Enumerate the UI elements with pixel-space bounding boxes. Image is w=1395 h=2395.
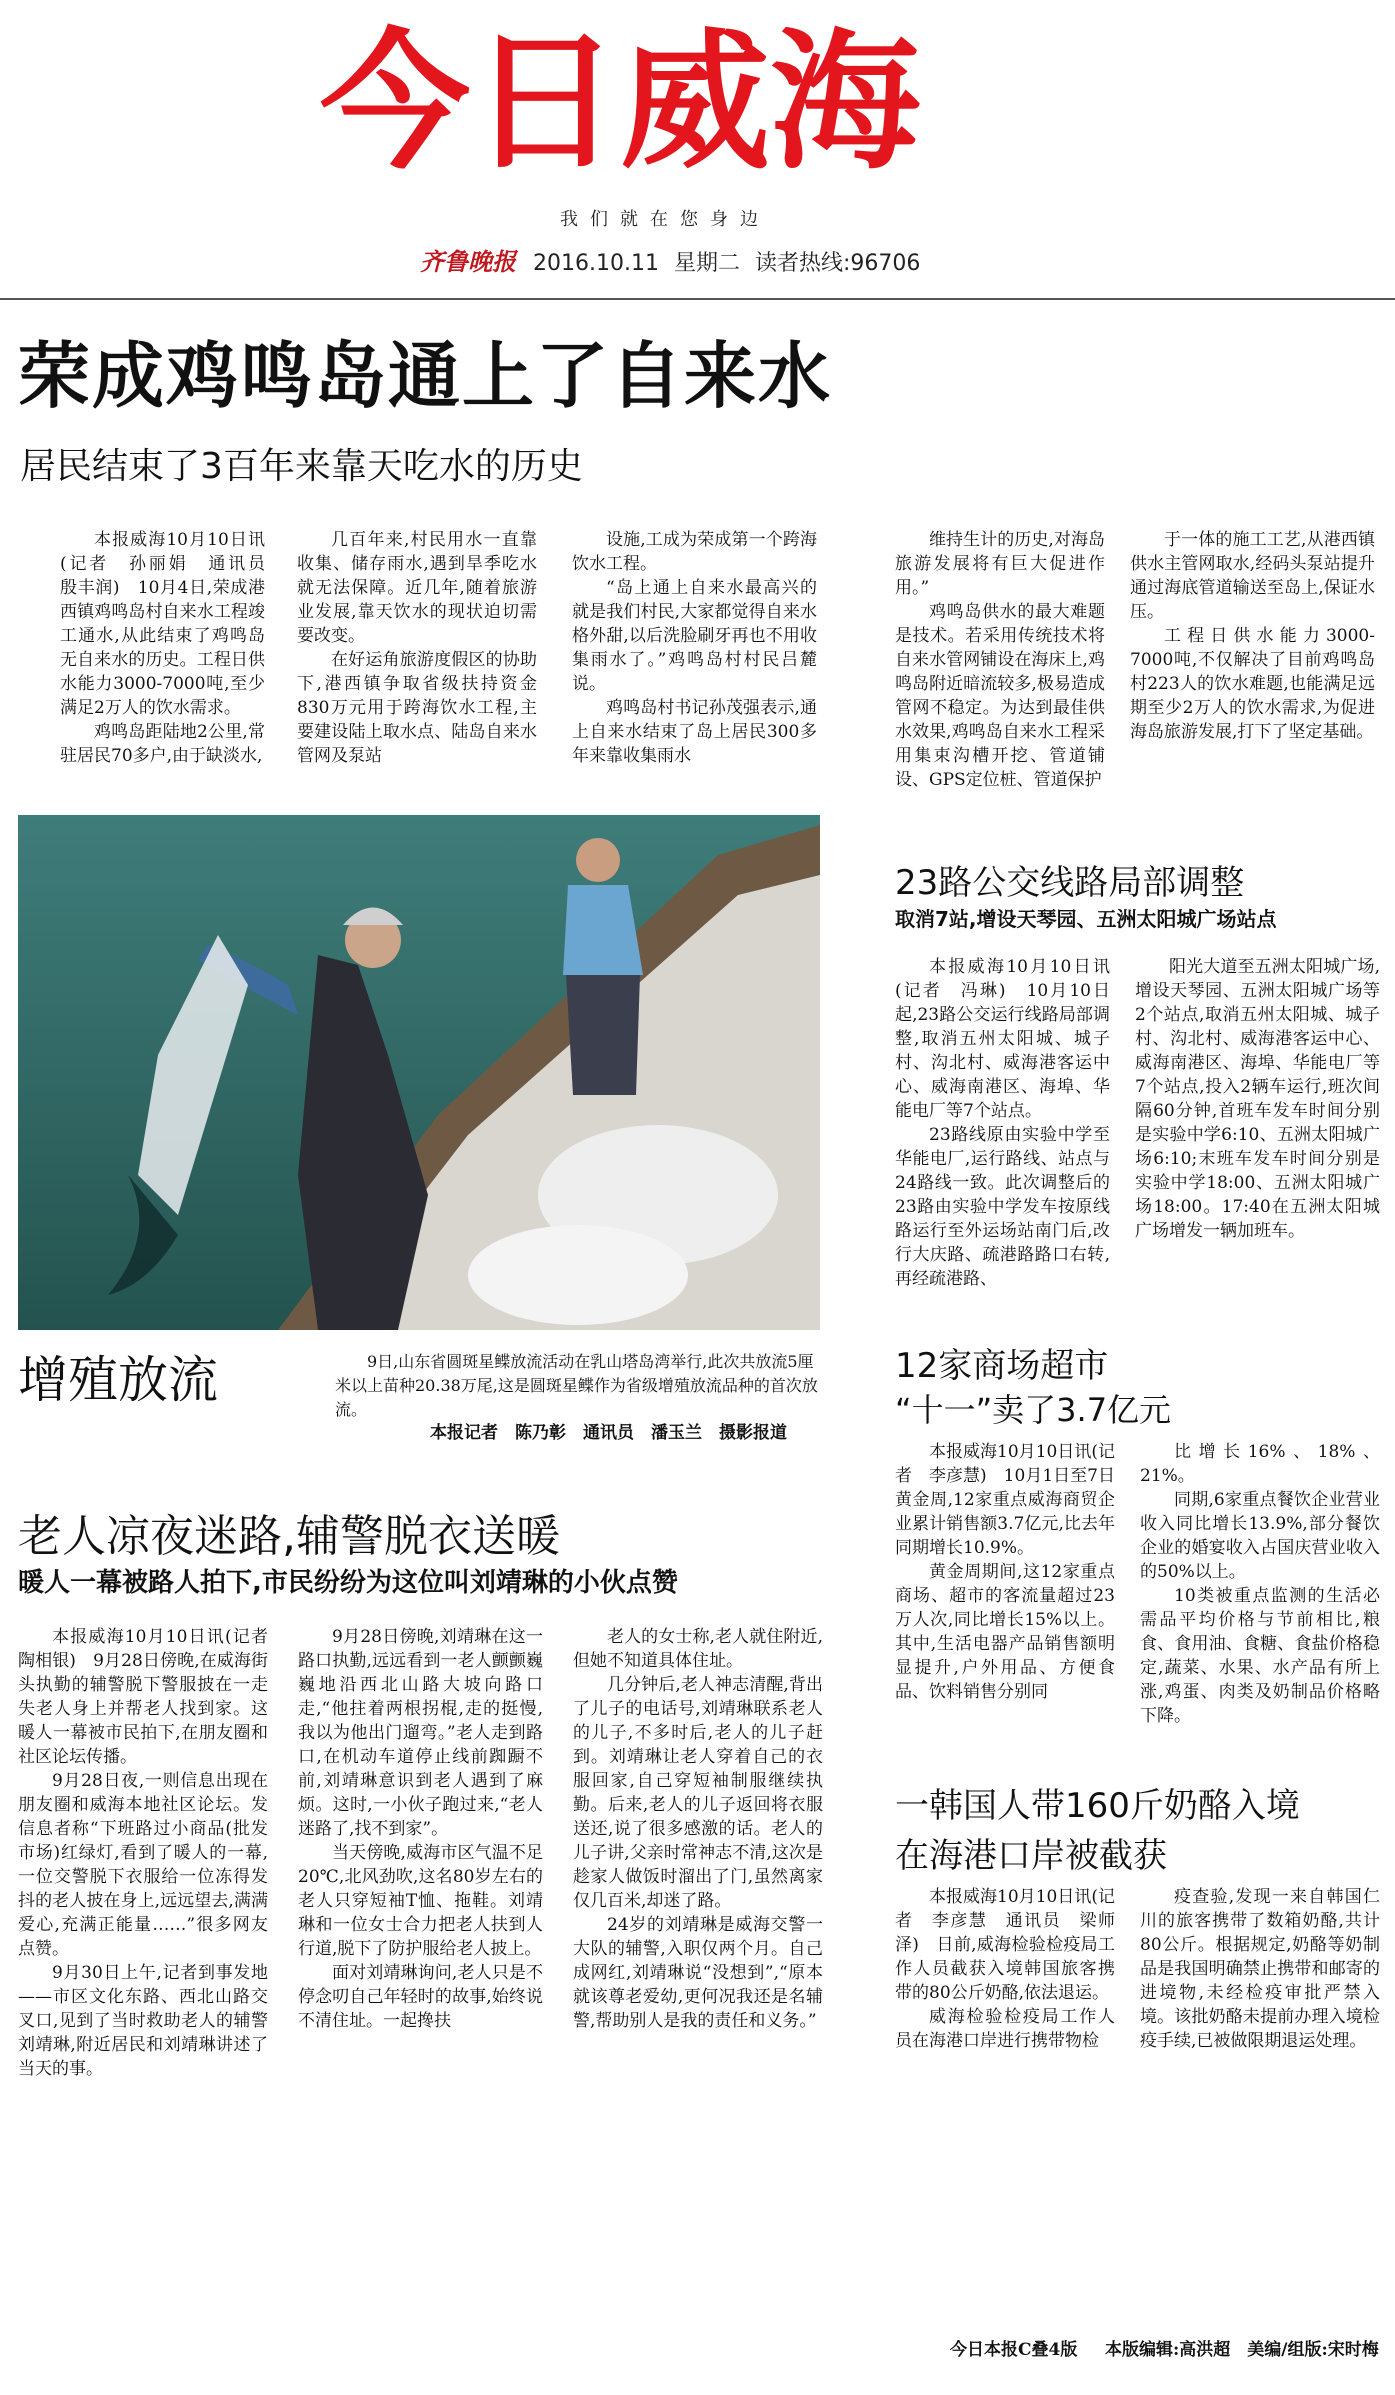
side1-column-2 [1135, 955, 1380, 1280]
story2-column-2 [298, 1625, 543, 2065]
side2-headline-line1: 12家商场超市 [895, 1346, 1109, 1386]
story2-column-3 [573, 1625, 823, 2065]
paragraph: 本报威海10月10日讯(记者 李彦慧 通讯员 梁师泽) 日前,威海检验检疫局工作人员截获入境韩国旅客携带的80公斤奶酪,依法退运。 [895, 1887, 1115, 2003]
paragraph: 本报威海10月10日讯(记者 孙丽娟 通讯员 殷丰润) 10月4日,荣成港西镇鸡鸣岛村自来水工程竣工通水,从此结束了鸡鸣岛无自来水的历史。工程日供水能力3000-7000吨,至少满足2万人的饮水需求。 [60, 530, 282, 718]
side3-headline-line2: 在海港口岸被截获 [895, 1836, 1167, 1876]
lead-subhead: 居民结束了3百年来靠天吃水的历史 [20, 446, 583, 487]
paragraph: 黄金周期间,这12家重点商场、超市的客流量超过23万人次,同比增长15%以上。其中,生活电器产品销售额明显提升,户外用品、方便食品、饮料销售分别同 [895, 1562, 1115, 1702]
paragraph: 老人的女士称,老人就住附近,但她不知道具体住址。 [573, 1627, 823, 1671]
story2-subhead: 暖人一幕被路人拍下,市民纷纷为这位叫刘靖琳的小伙点赞 [18, 1568, 678, 1598]
top-rule [0, 298, 1395, 300]
photo-caption: 9日,山东省圆斑星鲽放流活动在乳山塔岛湾举行,此次共放流5厘米以上苗种20.38万尾,这是圆斑星鲽作为省级增殖放流品种的首次放流。 [335, 1352, 818, 1419]
footer-section: 今日本报C叠4版 [950, 2340, 1078, 2360]
masthead [0, 0, 1395, 300]
paper-name: 齐鲁晚报 [420, 247, 516, 276]
paragraph: 9月28日傍晚,刘靖琳在这一路口执勤,远远看到一老人颤颤巍巍地沿西北山路大坡向路口走,“他拄着两根拐棍,走的挺慢,我以为他出门遛弯。”老人走到路口,在机动车道停止线前踟蹰不前,刘靖琳意识到老人遇到了麻烦。这时,一小伙子跑过来,“老人迷路了,找不到家”。 [298, 1627, 543, 1839]
paragraph: 本报威海10月10日讯(记者 冯琳) 10月10日起,23路公交运行线路局部调整,取消五州太阳城、城子村、沟北村、威海港客运中心、威海南港区、海埠、华能电厂等7个站点。 [895, 957, 1110, 1121]
newspaper-logo: 今日威海 [320, 16, 921, 190]
paragraph: 面对刘靖琳询问,老人只是不停念叨自己年轻时的故事,始终说不清住址。一起搀扶 [298, 1963, 543, 2031]
side1-headline: 23路公交线路局部调整 [895, 863, 1245, 903]
paragraph: 疫查验,发现一来自韩国仁川的旅客携带了数箱奶酪,共计80公斤。根据规定,奶酪等奶制品是我国明确禁止携带和邮寄的进境物,未经检疫审批严禁入境。该批奶酪未提前办理入境检疫手续,已被做限期退运处理。 [1140, 1887, 1380, 2051]
paragraph: 本报威海10月10日讯(记者 陶相银) 9月28日傍晚,在威海街头执勤的辅警脱下警服披在一走失老人身上并帮老人找到家。这暖人一幕被市民拍下,在朋友圈和社区论坛传播。 [18, 1627, 285, 1767]
paragraph: 几百年来,村民用水一直靠收集、储存雨水,遇到旱季吃水就无法保障。近几年,随着旅游业发展,靠天饮水的现状迫切需要改变。 [297, 530, 537, 646]
lead-column-1 [60, 528, 282, 766]
paragraph: 在好运角旅游度假区的协助下,港西镇争取省级扶持资金830万元用于跨海饮水工程,主要建设陆上取水点、陆岛自来水管网及泵站 [297, 650, 537, 766]
side3-column-2 [1140, 1885, 1380, 2095]
side2-column-1 [895, 1440, 1115, 1750]
story2-headline: 老人凉夜迷路,辅警脱衣送暖 [18, 1511, 560, 1562]
news-photo-fish-release [18, 815, 820, 1330]
issue-weekday: 星期二 [673, 251, 740, 276]
dateline [420, 242, 928, 277]
lead-headline: 荣成鸡鸣岛通上了自来水 [18, 334, 833, 418]
paragraph: 阳光大道至五洲太阳城广场,增设天琴园、五洲太阳城广场等2个站点,取消五州太阳城、城子村、沟北村、威海港客运中心、威海南港区、海埠、华能电厂等7个站点,投入2辆车运行,班次间隔60分钟,首班车发车时间分别是实验中学6:10、五洲太阳城广场6:10;末班车发车时间分别是实验中学18:00、五洲太阳城广场18:00。17:40在五洲太阳城广场增发一辆加班车。 [1135, 957, 1380, 1241]
lead-column-4 [895, 528, 1105, 790]
paragraph: 9月28日夜,一则信息出现在朋友圈和威海本地社区论坛。发信息者称“下班路过小商品(批发市场)红绿灯,看到了暖人的一幕,一位交警脱下衣服给一位冻得发抖的老人披在身上,远远望去,满满爱心,充满正能量……”很多网友点赞。 [18, 1771, 268, 1959]
hotline-label: 读者热线: [754, 251, 851, 276]
paragraph: 24岁的刘靖琳是威海交警一大队的辅警,入职仅两个月。自己成网红,刘靖琳说“没想到”,“原本就该尊老爱幼,更何况我还是名辅警,帮助别人是我的责任和义务。” [573, 1915, 823, 2031]
side1-subhead: 取消7站,增设天琴园、五洲太阳城广场站点 [895, 907, 1277, 931]
paragraph: 工程日供水能力3000-7000吨,不仅解决了目前鸡鸣岛村223人的饮水难题,也能满足远期至少2万人的饮水需求,为促进海岛旅游发展,打下了坚定基础。 [1130, 626, 1375, 742]
lead-column-5 [1130, 528, 1375, 763]
side3-column-1 [895, 1885, 1115, 2095]
side2-column-2 [1140, 1440, 1380, 1750]
paragraph: 鸡鸣岛距陆地2公里,常驻居民70多户,由于缺淡水, [60, 722, 265, 766]
paragraph: 鸡鸣岛供水的最大难题是技术。若采用传统技术将自来水管网铺设在海床上,鸡鸣岛附近暗流较多,极易造成管网不稳定。为达到最佳供水效果,鸡鸣岛自来水工程采用集束沟槽开挖、管道铺设、GPS定位桩、管道保护 [895, 602, 1105, 790]
story2-column-1 [18, 1625, 285, 2079]
issue-date: 2016.10.11 [533, 251, 659, 276]
paragraph: 鸡鸣岛村书记孙茂强表示,通上自来水结束了岛上居民300多年来靠收集雨水 [572, 698, 817, 766]
paragraph: “岛上通上自来水最高兴的就是我们村民,大家都觉得自来水格外甜,以后洗脸刷牙再也不用收集雨水了。”鸡鸣岛村村民吕麓说。 [572, 578, 817, 694]
paragraph: 9月30日上午,记者到事发地——市区文化东路、西北山路交叉口,见到了当时救助老人的辅警刘靖琳,附近居民和刘靖琳讲述了当天的事。 [18, 1963, 268, 2079]
lead-column-3 [572, 528, 817, 766]
photo-illustration [18, 815, 820, 1330]
paragraph: 设施,工成为荣成第一个跨海饮水工程。 [572, 530, 817, 574]
side3-headline-line1: 一韩国人带160斤奶酪入境 [895, 1786, 1300, 1826]
photo-credit: 本报记者 陈乃彰 通讯员 潘玉兰 摄影报道 [430, 1423, 787, 1443]
paragraph: 维持生计的历史,对海岛旅游发展将有巨大促进作用。” [895, 530, 1105, 598]
paragraph: 23路线原由实验中学至华能电厂,运行路线、站点与24路线一致。此次调整后的23路由实验中学发车按原线路运行至外运场站南门后,改行大庆路、疏港路路口右转,再经疏港路、 [895, 1125, 1110, 1289]
lead-column-2 [297, 528, 537, 766]
paragraph: 几分钟后,老人神志清醒,背出了儿子的电话号,刘靖琳联系老人的儿子,不多时后,老人的儿子赶到。刘靖琳让老人穿着自己的衣服回家,自己穿短袖制服继续执勤。后来,老人的儿子返回将衣服送还,说了很多感激的话。老人的儿子讲,父亲时常神志不清,这次是趁家人做饭时溜出了门,虽然离家仅几百米,却迷了路。 [573, 1675, 823, 1911]
hotline-number: 96706 [850, 251, 921, 276]
side1-column-1 [895, 955, 1110, 1289]
paragraph: 本报威海10月10日讯(记者 李彦慧) 10月1日至7日黄金周,12家重点威海商贸企业累计销售额3.7亿元,比去年同期增长10.9%。 [895, 1442, 1115, 1558]
paragraph: 10类被重点监测的生活必需品平均价格与节前相比,粮食、食用油、食糖、食盐价格稳定,蔬菜、水果、水产品有所上涨,鸡蛋、肉类及奶制品价格略下降。 [1140, 1586, 1380, 1726]
paragraph: 于一体的施工工艺,从港西镇供水主管网取水,经码头泵站提升通过海底管道输送至岛上,保证水压。 [1130, 530, 1375, 622]
paragraph: 比增长16%、18%、21%。 [1140, 1442, 1380, 1486]
paragraph: 威海检验检疫局工作人员在海港口岸进行携带物检 [895, 2007, 1115, 2051]
photo-story-title: 增殖放流 [18, 1351, 218, 1409]
footer-editors: 本版编辑:高洪超 美编/组版:宋时梅 [1105, 2340, 1379, 2360]
paragraph: 当天傍晚,威海市区气温不足20℃,北风劲吹,这名80岁左右的老人只穿短袖T恤、拖鞋。刘靖琳和一位女士合力把老人扶到人行道,脱下了防护服给老人披上。 [298, 1843, 543, 1959]
slogan: 我们就在您身边 [560, 209, 770, 230]
paragraph: 同期,6家重点餐饮企业营业收入同比增长13.9%,部分餐饮企业的婚宴收入占国庆营业收入的50%以上。 [1140, 1490, 1380, 1582]
side2-headline-line2: “十一”卖了3.7亿元 [895, 1391, 1172, 1429]
